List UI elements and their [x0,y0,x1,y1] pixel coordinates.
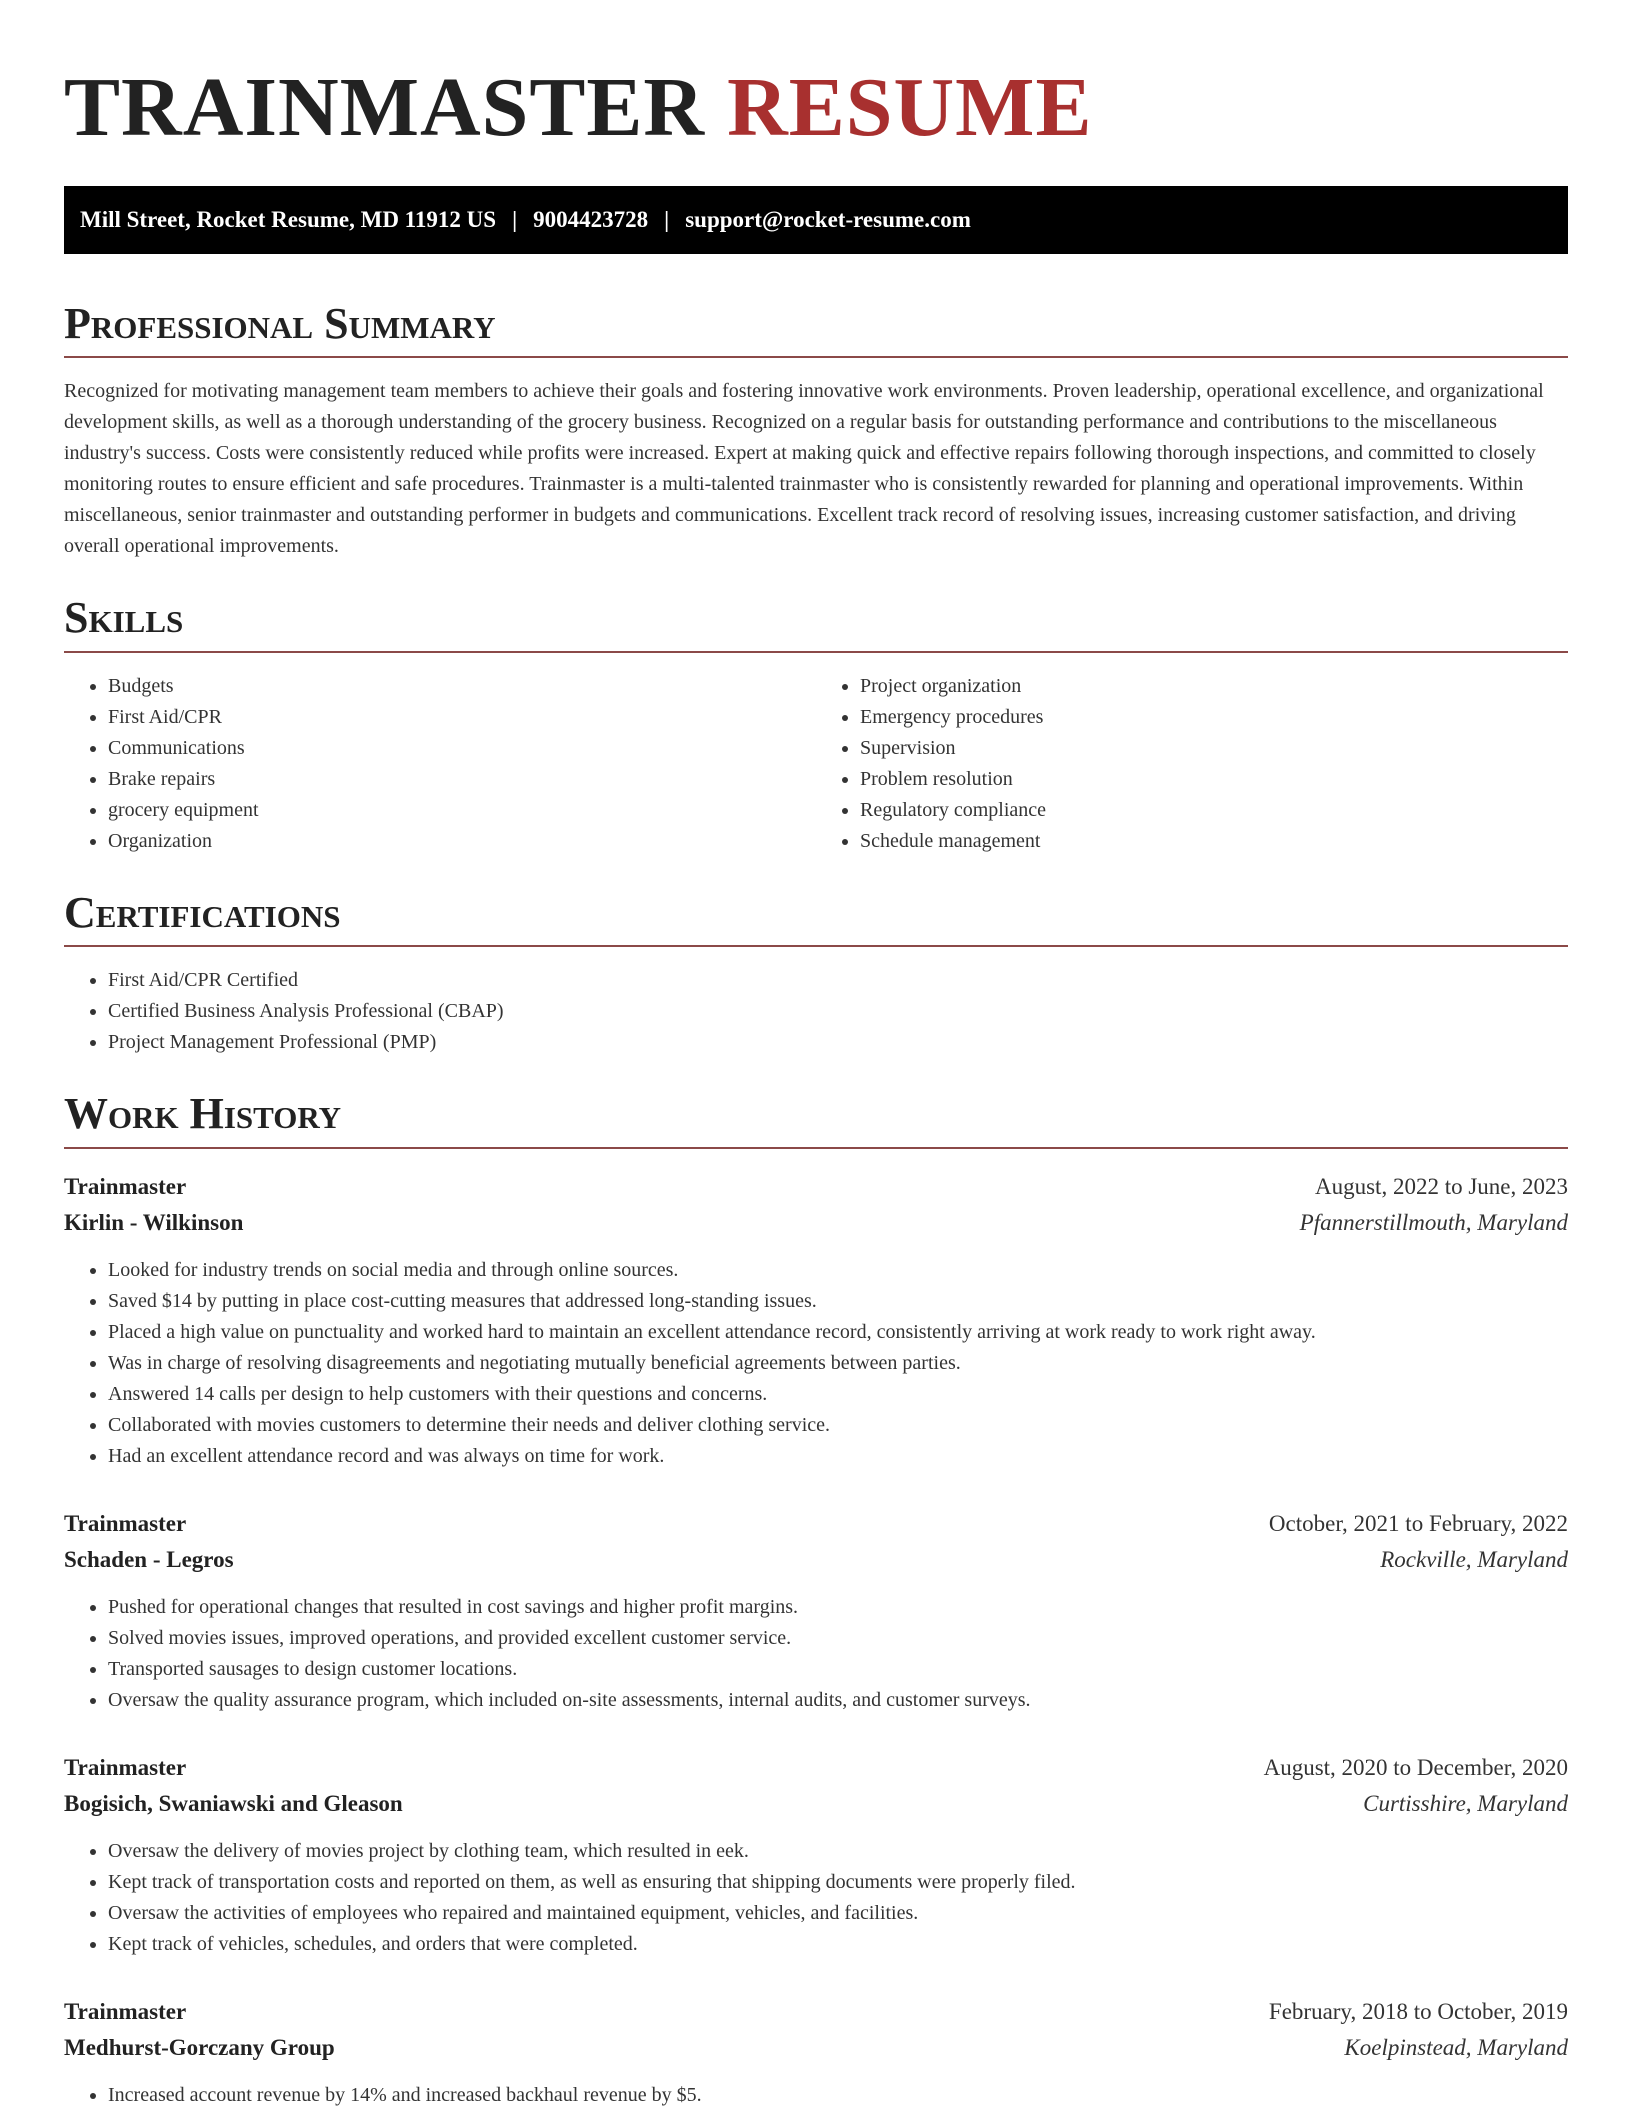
skill-item: • Emergency procedures [860,702,1568,733]
work-history-heading: Work History [64,1090,1568,1148]
job-entry [64,1750,1568,1960]
job-company: Medhurst-Gorczany Group [64,2034,335,2060]
job-dates: August, 2022 to June, 2023 [1315,1173,1568,1199]
job-bullet: • Had an excellent attendance record and was always on time for work. [108,1441,1568,1472]
certification-item: • Project Management Professional (PMP) [108,1027,1568,1058]
job-title: Trainmaster [64,1998,187,2024]
job-title: Trainmaster [64,1173,187,1199]
job-bullet: • Kept track of transportation costs and reported on them, as well as ensuring that shipping documents were properly filed. [108,1867,1568,1898]
job-entry [64,1506,1568,1716]
job-bullet: • Oversaw the quality assurance program, which included on-site assessments, internal audits, and customer surveys. [108,1685,1568,1716]
skill-item: • Communications [108,733,816,764]
job-bullet: • Answered 14 calls per design to help customers with their questions and concerns. [108,1379,1568,1410]
job-title: Trainmaster [64,1510,187,1536]
skill-item: • Brake repairs [108,764,816,795]
skills-grid [64,671,1568,857]
certification-item: • Certified Business Analysis Professional (CBAP) [108,996,1568,1027]
job-bullet: • Kept track of vehicles, schedules, and orders that were completed. [108,1929,1568,1960]
contact-email: support@rocket-resume.com [685,207,971,232]
job-location: Curtisshire, Maryland [1363,1790,1568,1816]
resume-title [64,61,1568,154]
certifications-section [64,889,1568,1058]
job-entry [64,1169,1568,1472]
contact-bar [64,186,1568,254]
job-location: Koelpinstead, Maryland [1344,2034,1568,2060]
job-bullet: • Was in charge of resolving disagreements and negotiating mutually beneficial agreements between parties. [108,1348,1568,1379]
skill-item: • Supervision [860,733,1568,764]
job-bullet: • Collaborated with movies customers to determine their needs and deliver clothing service. [108,1410,1568,1441]
certifications-heading: Certifications [64,889,1568,947]
skills-list-right [816,671,1568,857]
job-dates: October, 2021 to February, 2022 [1268,1510,1568,1536]
skill-item: • First Aid/CPR [108,702,816,733]
skill-item: • Schedule management [860,826,1568,857]
skills-list-left [64,671,816,857]
job-title: Trainmaster [64,1754,187,1780]
job-location: Pfannerstillmouth, Maryland [1299,1209,1568,1235]
skill-item: • Organization [108,826,816,857]
job-bullet: • Increased account revenue by 14% and increased backhaul revenue by $5. [108,2080,1568,2111]
job-company: Schaden - Legros [64,1546,234,1572]
work-history-section [64,1090,1568,2110]
job-dates: August, 2020 to December, 2020 [1263,1754,1568,1780]
job-location: Rockville, Maryland [1380,1546,1568,1572]
skill-item: • Budgets [108,671,816,702]
job-bullet: • Saved $14 by putting in place cost-cutting measures that addressed long-standing issues. [108,1286,1568,1317]
skills-heading: Skills [64,594,1568,652]
contact-address: Mill Street, Rocket Resume, MD 11912 US [80,207,497,232]
job-bullet: • Placed a high value on punctuality and worked hard to maintain an excellent attendance record, consistently arriving at work ready to work right away. [108,1317,1568,1348]
certifications-list [64,965,1568,1058]
contact-phone: 9004423728 [533,207,649,232]
job-dates: February, 2018 to October, 2019 [1268,1998,1568,2024]
job-company: Kirlin - Wilkinson [64,1209,244,1235]
summary-heading: Professional Summary [64,300,1568,358]
skills-section [64,594,1568,856]
certification-item: • First Aid/CPR Certified [108,965,1568,996]
job-bullet: • Oversaw the delivery of movies project by clothing team, which resulted in eek. [108,1836,1568,1867]
skill-item: • grocery equipment [108,795,816,826]
title-last: RESUME [727,61,1093,154]
job-bullets [64,1836,1568,1960]
skill-item: • Problem resolution [860,764,1568,795]
contact-separator: | [664,207,670,232]
job-bullets [64,2080,1568,2111]
title-first: TRAINMASTER [64,61,706,154]
job-company: Bogisich, Swaniawski and Gleason [64,1790,403,1816]
summary-section [64,300,1568,562]
job-bullet: • Oversaw the activities of employees who repaired and maintained equipment, vehicles, and facilities. [108,1898,1568,1929]
job-bullets [64,1592,1568,1716]
job-entry [64,1994,1568,2111]
summary-text: Recognized for motivating management team members to achieve their goals and fostering innovative work environments. Proven leadership, operational excellence, and organizational development skills, as well as a thorough understanding of the grocery business. Recognized on a regular basis for outstanding performance and contributions to the miscellaneous industry's success. Costs were consistently reduced while profits were increased. Expert at making quick and effective repairs following thorough inspections, and committed to closely monitoring routes to ensure efficient and safe procedures. Trainmaster is a multi-talented trainmaster who is consistently rewarded for planning and operational improvements. Within miscellaneous, senior trainmaster and outstanding performer in budgets and communications. Excellent track record of resolving issues, increasing customer satisfaction, and driving overall operational improvements. [64,380,1544,558]
job-bullet: • Looked for industry trends on social media and through online sources. [108,1255,1568,1286]
contact-separator: | [512,207,518,232]
job-bullet: • Transported sausages to design customer locations. [108,1654,1568,1685]
skill-item: • Project organization [860,671,1568,702]
job-bullets [64,1255,1568,1472]
skill-item: • Regulatory compliance [860,795,1568,826]
job-bullet: • Solved movies issues, improved operations, and provided excellent customer service. [108,1623,1568,1654]
job-bullet: • Pushed for operational changes that resulted in cost savings and higher profit margins. [108,1592,1568,1623]
